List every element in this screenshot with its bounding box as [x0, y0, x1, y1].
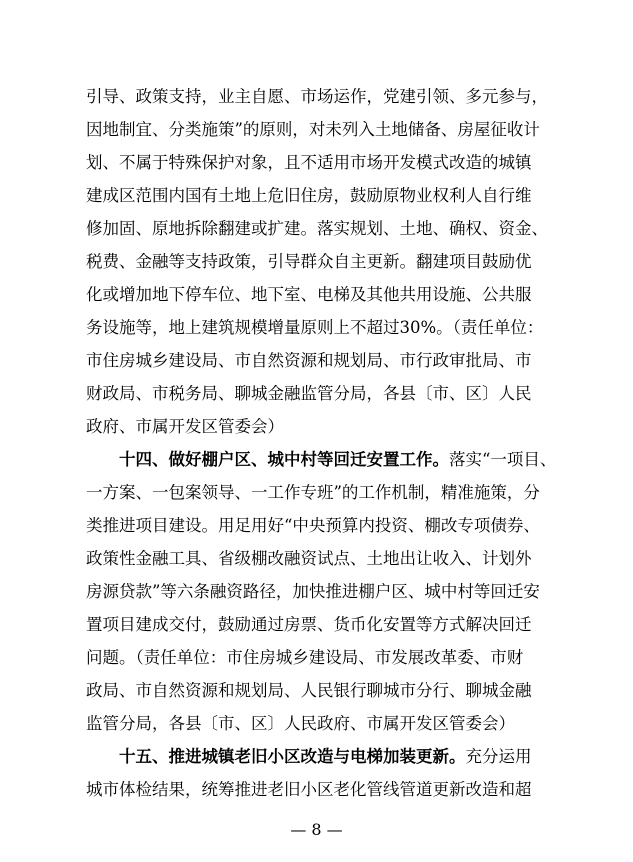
paragraph-line: 划、不属于特殊保护对象，且不适用市场开发模式改造的城镇 [86, 153, 532, 172]
paragraph-line: 类推进项目建设。用足用好“中央预算内投资、棚改专项债券、 [86, 516, 540, 535]
section-15-heading: 十五、推进城镇老旧小区改造与电梯加装更新。 [119, 747, 466, 766]
paragraph-line: 建成区范围内国有土地上危旧住房，鼓励原物业权利人自行维 [86, 186, 532, 205]
paragraph-line: 政策性金融工具、省级棚改融资试点、土地出让收入、计划外 [86, 549, 532, 568]
paragraph-line: 引导、政策支持，业主自愿、市场运作，党建引领、多元参与， [86, 87, 548, 106]
paragraph-line: 修加固、原地拆除翻建或扩建。落实规划、土地、确权、资金、 [86, 219, 548, 238]
paragraph-line: 务设施等，地上建筑规模增量原则上不超过30%。（责任单位： [86, 318, 544, 337]
page-number: — 8 — [290, 820, 343, 839]
section-14-first-line [119, 450, 556, 472]
paragraph-line: 置项目建成交付，鼓励通过房票、货币化安置等方式解决回迁 [86, 615, 532, 634]
paragraph-line: 市住房城乡建设局、市自然资源和规划局、市行政审批局、市 [86, 351, 532, 370]
paragraph-line: 化或增加地下停车位、地下室、电梯及其他共用设施、公共服 [86, 285, 532, 304]
paragraph-line: 监管分局，各县〔市、区〕人民政府、市属开发区管委会） [86, 714, 515, 733]
paragraph-line: 房源贷款”等六条融资路径，加快推进棚户区、城中村等回迁安 [86, 582, 540, 601]
paragraph-line: 城市体检结果，统筹推进老旧小区老化管线管道更新改造和超 [86, 780, 532, 799]
paragraph-line: 税费、金融等支持政策，引导群众自主更新。翻建项目鼓励优 [86, 252, 532, 271]
section-15-text: 充分运用 [465, 747, 532, 766]
paragraph-line: 因地制宜、分类施策”的原则，对未列入土地储备、房屋征收计 [86, 120, 540, 139]
paragraph-line: 政局、市自然资源和规划局、人民银行聊城市分行、聊城金融 [86, 681, 532, 700]
paragraph-line: 问题。（责任单位：市住房城乡建设局、市发展改革委、市财 [86, 648, 524, 667]
paragraph-line: 政府、市属开发区管委会） [86, 417, 284, 436]
section-15-first-line [119, 747, 556, 769]
section-14-text: 落实“一项目、 [449, 450, 557, 469]
paragraph-line: 财政局、市税务局、聊城金融监管分局，各县〔市、区〕人民 [86, 384, 532, 403]
section-14-heading: 十四、做好棚户区、城中村等回迁安置工作。 [119, 450, 449, 469]
paragraph-line: 一方案、一包案领导、一工作专班”的工作机制，精准施策，分 [86, 483, 540, 502]
